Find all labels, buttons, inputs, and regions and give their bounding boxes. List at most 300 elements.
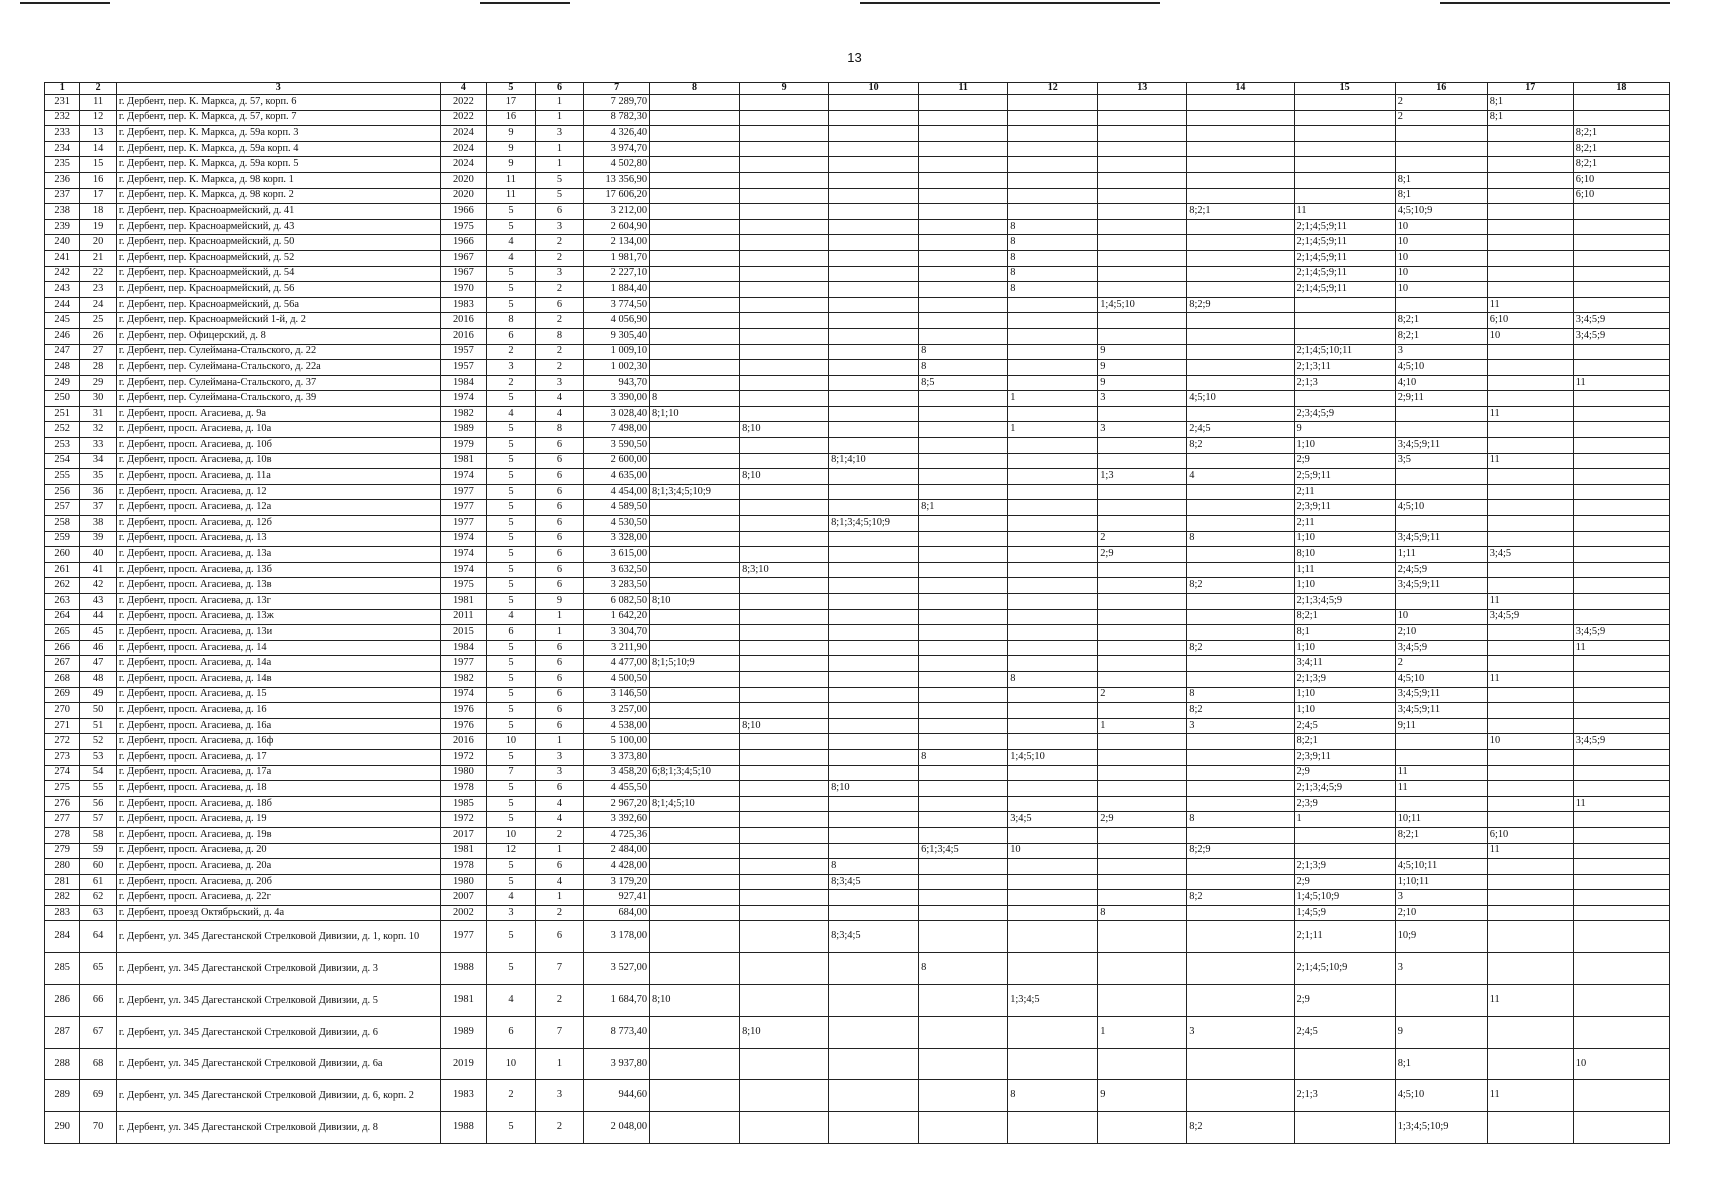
row-number: 254	[45, 453, 80, 469]
table-row	[45, 469, 1670, 485]
value-cell	[829, 734, 919, 750]
value-cell	[1573, 578, 1669, 594]
value-cell	[1008, 453, 1098, 469]
area-cell: 4 589,50	[584, 500, 650, 516]
value-cell	[1487, 765, 1573, 781]
table-row	[45, 172, 1670, 188]
row-number: 270	[45, 703, 80, 719]
value-cell	[1573, 1112, 1669, 1144]
value-cell	[740, 905, 829, 921]
page-number: 13	[847, 50, 862, 65]
value-cell	[829, 406, 919, 422]
local-number: 66	[80, 985, 116, 1017]
value-cell: 8	[829, 859, 919, 875]
table-row	[45, 578, 1670, 594]
value-cell	[1098, 204, 1187, 220]
floors-cell: 4	[487, 406, 536, 422]
value-cell	[650, 141, 740, 157]
entrances-cell: 6	[535, 656, 584, 672]
floors-cell: 3	[487, 905, 536, 921]
value-cell	[1487, 859, 1573, 875]
value-cell	[740, 344, 829, 360]
value-cell	[650, 625, 740, 641]
value-cell	[1098, 282, 1187, 298]
entrances-cell: 6	[535, 781, 584, 797]
value-cell: 11	[1487, 594, 1573, 610]
area-cell: 6 082,50	[584, 594, 650, 610]
value-cell	[650, 500, 740, 516]
table-row	[45, 406, 1670, 422]
value-cell: 11	[1395, 765, 1487, 781]
value-cell	[1395, 422, 1487, 438]
value-cell	[1008, 438, 1098, 454]
local-number: 39	[80, 531, 116, 547]
year-cell: 1982	[440, 406, 487, 422]
local-number: 56	[80, 796, 116, 812]
value-cell: 11	[1487, 297, 1573, 313]
value-cell	[1187, 250, 1294, 266]
value-cell	[650, 671, 740, 687]
value-cell: 8;2;1	[1395, 827, 1487, 843]
value-cell	[829, 609, 919, 625]
value-cell	[829, 375, 919, 391]
value-cell	[1487, 344, 1573, 360]
local-number: 43	[80, 594, 116, 610]
local-number: 64	[80, 921, 116, 953]
value-cell	[1098, 781, 1187, 797]
value-cell	[650, 827, 740, 843]
table-row	[45, 313, 1670, 329]
address-cell: г. Дербент, просп. Агасиева, д. 20б	[116, 874, 440, 890]
value-cell	[1098, 266, 1187, 282]
value-cell	[919, 718, 1008, 734]
value-cell	[1573, 1016, 1669, 1048]
row-number: 289	[45, 1080, 80, 1112]
value-cell	[1487, 812, 1573, 828]
value-cell	[1008, 110, 1098, 126]
value-cell	[740, 313, 829, 329]
value-cell	[1098, 406, 1187, 422]
value-cell	[919, 578, 1008, 594]
local-number: 61	[80, 874, 116, 890]
value-cell: 3	[1187, 718, 1294, 734]
value-cell	[919, 313, 1008, 329]
value-cell	[1098, 110, 1187, 126]
local-number: 44	[80, 609, 116, 625]
entrances-cell: 3	[535, 375, 584, 391]
local-number: 31	[80, 406, 116, 422]
table-row	[45, 438, 1670, 454]
value-cell	[919, 516, 1008, 532]
value-cell	[919, 703, 1008, 719]
value-cell: 2;1;3;9	[1294, 671, 1395, 687]
value-cell	[1187, 765, 1294, 781]
value-cell	[829, 812, 919, 828]
value-cell	[1573, 812, 1669, 828]
value-cell: 8;5	[919, 375, 1008, 391]
value-cell: 11	[1487, 453, 1573, 469]
value-cell	[1573, 671, 1669, 687]
value-cell: 8;1;5;10;9	[650, 656, 740, 672]
value-cell	[1487, 953, 1573, 985]
value-cell	[829, 1016, 919, 1048]
value-cell	[919, 391, 1008, 407]
value-cell: 8	[650, 391, 740, 407]
value-cell	[1395, 734, 1487, 750]
row-number: 256	[45, 484, 80, 500]
column-header: 4	[440, 83, 487, 95]
table-body	[45, 95, 1670, 1144]
table-row	[45, 484, 1670, 500]
value-cell: 8	[1008, 266, 1098, 282]
local-number: 21	[80, 250, 116, 266]
value-cell	[829, 671, 919, 687]
year-cell: 1967	[440, 266, 487, 282]
table-row	[45, 375, 1670, 391]
address-cell: г. Дербент, пер. К. Маркса, д. 98 корп. 1	[116, 172, 440, 188]
local-number: 41	[80, 562, 116, 578]
value-cell	[919, 859, 1008, 875]
address-cell: г. Дербент, просп. Агасиева, д. 16	[116, 703, 440, 719]
value-cell	[1187, 126, 1294, 142]
value-cell: 4;5;10;9	[1395, 204, 1487, 220]
value-cell: 11	[1395, 781, 1487, 797]
value-cell	[650, 749, 740, 765]
value-cell	[829, 157, 919, 173]
column-header: 17	[1487, 83, 1573, 95]
local-number: 67	[80, 1016, 116, 1048]
value-cell	[1008, 375, 1098, 391]
value-cell	[650, 313, 740, 329]
value-cell: 10	[1008, 843, 1098, 859]
value-cell	[829, 422, 919, 438]
area-cell: 3 257,00	[584, 703, 650, 719]
floors-cell: 5	[487, 953, 536, 985]
entrances-cell: 2	[535, 985, 584, 1017]
value-cell	[740, 656, 829, 672]
year-cell: 1984	[440, 375, 487, 391]
value-cell: 3;5	[1395, 453, 1487, 469]
value-cell	[1487, 391, 1573, 407]
address-cell: г. Дербент, просп. Агасиева, д. 10а	[116, 422, 440, 438]
value-cell	[1573, 500, 1669, 516]
address-cell: г. Дербент, ул. 345 Дагестанской Стрелковой Дивизии, д. 3	[116, 953, 440, 985]
year-cell: 1981	[440, 843, 487, 859]
value-cell	[1487, 703, 1573, 719]
value-cell: 8	[1008, 671, 1098, 687]
value-cell	[740, 484, 829, 500]
value-cell: 10	[1395, 609, 1487, 625]
table-row	[45, 656, 1670, 672]
value-cell	[829, 110, 919, 126]
value-cell	[1098, 484, 1187, 500]
value-cell: 2;5;9;11	[1294, 469, 1395, 485]
value-cell	[1573, 985, 1669, 1017]
value-cell	[1008, 1112, 1098, 1144]
value-cell	[1573, 765, 1669, 781]
value-cell	[1008, 718, 1098, 734]
value-cell	[829, 531, 919, 547]
area-cell: 7 289,70	[584, 95, 650, 111]
value-cell: 3;4;5;9;11	[1395, 438, 1487, 454]
value-cell	[1008, 500, 1098, 516]
floors-cell: 16	[487, 110, 536, 126]
year-cell: 1974	[440, 469, 487, 485]
year-cell: 1989	[440, 422, 487, 438]
value-cell	[829, 843, 919, 859]
entrances-cell: 1	[535, 157, 584, 173]
value-cell	[1008, 1048, 1098, 1080]
floors-cell: 12	[487, 843, 536, 859]
column-header: 7	[584, 83, 650, 95]
address-cell: г. Дербент, просп. Агасиева, д. 12б	[116, 516, 440, 532]
value-cell	[740, 547, 829, 563]
year-cell: 1974	[440, 687, 487, 703]
value-cell	[1098, 500, 1187, 516]
row-number: 260	[45, 547, 80, 563]
floors-cell: 5	[487, 484, 536, 500]
local-number: 35	[80, 469, 116, 485]
table-row	[45, 718, 1670, 734]
value-cell	[1098, 765, 1187, 781]
address-cell: г. Дербент, пер. Сулеймана-Стальского, д. 22	[116, 344, 440, 360]
value-cell: 11	[1487, 985, 1573, 1017]
area-cell: 3 937,80	[584, 1048, 650, 1080]
entrances-cell: 6	[535, 671, 584, 687]
local-number: 15	[80, 157, 116, 173]
year-cell: 2016	[440, 328, 487, 344]
scan-edge-line	[20, 2, 110, 4]
floors-cell: 5	[487, 594, 536, 610]
value-cell	[919, 905, 1008, 921]
value-cell: 8;10	[650, 594, 740, 610]
value-cell	[1487, 422, 1573, 438]
area-cell: 3 373,80	[584, 749, 650, 765]
value-cell	[1573, 718, 1669, 734]
value-cell	[919, 250, 1008, 266]
value-cell	[919, 874, 1008, 890]
value-cell	[1187, 656, 1294, 672]
floors-cell: 5	[487, 297, 536, 313]
area-cell: 3 458,20	[584, 765, 650, 781]
year-cell: 1976	[440, 718, 487, 734]
row-number: 257	[45, 500, 80, 516]
value-cell: 2;3;9;11	[1294, 500, 1395, 516]
value-cell	[650, 531, 740, 547]
value-cell	[1098, 625, 1187, 641]
column-header: 5	[487, 83, 536, 95]
local-number: 19	[80, 219, 116, 235]
entrances-cell: 2	[535, 905, 584, 921]
value-cell	[1573, 656, 1669, 672]
value-cell	[740, 781, 829, 797]
value-cell	[1395, 594, 1487, 610]
value-cell	[1573, 438, 1669, 454]
row-number: 237	[45, 188, 80, 204]
entrances-cell: 6	[535, 921, 584, 953]
local-number: 18	[80, 204, 116, 220]
row-number: 283	[45, 905, 80, 921]
value-cell	[919, 531, 1008, 547]
value-cell	[650, 1080, 740, 1112]
scan-edge-line	[480, 2, 570, 4]
row-number: 234	[45, 141, 80, 157]
value-cell	[1487, 874, 1573, 890]
value-cell	[740, 157, 829, 173]
address-cell: г. Дербент, просп. Агасиева, д. 13б	[116, 562, 440, 578]
column-header: 2	[80, 83, 116, 95]
value-cell: 6;10	[1487, 313, 1573, 329]
value-cell	[740, 188, 829, 204]
value-cell: 1;10	[1294, 578, 1395, 594]
table-row	[45, 812, 1670, 828]
value-cell	[1098, 796, 1187, 812]
address-cell: г. Дербент, пер. Красноармейский, д. 43	[116, 219, 440, 235]
value-cell	[829, 687, 919, 703]
value-cell	[1098, 1112, 1187, 1144]
value-cell: 8;1;3;4;5;10;9	[650, 484, 740, 500]
floors-cell: 2	[487, 344, 536, 360]
row-number: 282	[45, 890, 80, 906]
value-cell	[740, 360, 829, 376]
area-cell: 3 212,00	[584, 204, 650, 220]
value-cell	[919, 235, 1008, 251]
value-cell	[919, 282, 1008, 298]
floors-cell: 5	[487, 438, 536, 454]
value-cell	[1573, 469, 1669, 485]
entrances-cell: 2	[535, 360, 584, 376]
table-row	[45, 500, 1670, 516]
value-cell: 9	[1098, 1080, 1187, 1112]
address-cell: г. Дербент, просп. Агасиева, д. 16ф	[116, 734, 440, 750]
address-cell: г. Дербент, просп. Агасиева, д. 13г	[116, 594, 440, 610]
area-cell: 8 782,30	[584, 110, 650, 126]
entrances-cell: 1	[535, 625, 584, 641]
value-cell	[1573, 1080, 1669, 1112]
value-cell	[1395, 126, 1487, 142]
floors-cell: 4	[487, 250, 536, 266]
floors-cell: 9	[487, 126, 536, 142]
table-row	[45, 391, 1670, 407]
address-cell: г. Дербент, просп. Агасиева, д. 15	[116, 687, 440, 703]
floors-cell: 7	[487, 765, 536, 781]
entrances-cell: 4	[535, 874, 584, 890]
value-cell	[919, 765, 1008, 781]
address-cell: г. Дербент, проезд Октябрьский, д. 4а	[116, 905, 440, 921]
value-cell: 8	[1187, 687, 1294, 703]
entrances-cell: 6	[535, 562, 584, 578]
value-cell: 11	[1573, 375, 1669, 391]
value-cell	[829, 703, 919, 719]
area-cell: 3 527,00	[584, 953, 650, 985]
value-cell	[1187, 110, 1294, 126]
table-row	[45, 953, 1670, 985]
value-cell	[1098, 827, 1187, 843]
floors-cell: 5	[487, 656, 536, 672]
value-cell: 1	[1098, 1016, 1187, 1048]
value-cell: 11	[1487, 843, 1573, 859]
area-cell: 2 600,00	[584, 453, 650, 469]
address-cell: г. Дербент, пер. Красноармейский, д. 41	[116, 204, 440, 220]
entrances-cell: 2	[535, 282, 584, 298]
value-cell	[829, 1048, 919, 1080]
row-number: 231	[45, 95, 80, 111]
value-cell	[919, 438, 1008, 454]
value-cell	[650, 890, 740, 906]
value-cell	[1008, 765, 1098, 781]
value-cell	[1294, 188, 1395, 204]
area-cell: 1 009,10	[584, 344, 650, 360]
value-cell	[919, 547, 1008, 563]
row-number: 249	[45, 375, 80, 391]
value-cell	[1098, 859, 1187, 875]
value-cell	[650, 157, 740, 173]
value-cell	[1487, 188, 1573, 204]
row-number: 235	[45, 157, 80, 173]
value-cell	[1187, 609, 1294, 625]
entrances-cell: 4	[535, 406, 584, 422]
value-cell	[1187, 1080, 1294, 1112]
area-cell: 3 615,00	[584, 547, 650, 563]
value-cell	[1008, 905, 1098, 921]
floors-cell: 5	[487, 703, 536, 719]
table-row	[45, 297, 1670, 313]
value-cell	[1573, 905, 1669, 921]
value-cell	[1573, 843, 1669, 859]
year-cell: 1977	[440, 656, 487, 672]
address-cell: г. Дербент, просп. Агасиева, д. 14а	[116, 656, 440, 672]
entrances-cell: 6	[535, 859, 584, 875]
value-cell: 8;2;9	[1187, 843, 1294, 859]
value-cell	[650, 438, 740, 454]
value-cell	[1487, 578, 1573, 594]
value-cell	[740, 126, 829, 142]
value-cell: 8;10	[829, 781, 919, 797]
area-cell: 4 454,00	[584, 484, 650, 500]
value-cell	[1187, 562, 1294, 578]
local-number: 62	[80, 890, 116, 906]
local-number: 63	[80, 905, 116, 921]
value-cell	[1187, 671, 1294, 687]
value-cell	[650, 126, 740, 142]
local-number: 36	[80, 484, 116, 500]
value-cell	[650, 250, 740, 266]
value-cell: 8;3;4;5	[829, 921, 919, 953]
value-cell: 2;1;4;5;9;11	[1294, 266, 1395, 282]
row-number: 245	[45, 313, 80, 329]
value-cell: 11	[1487, 671, 1573, 687]
value-cell: 3;4;5;9	[1395, 640, 1487, 656]
value-cell: 2;1;4;5;9;11	[1294, 250, 1395, 266]
value-cell	[1187, 453, 1294, 469]
value-cell	[1098, 656, 1187, 672]
value-cell	[1573, 921, 1669, 953]
value-cell	[740, 890, 829, 906]
value-cell: 9	[1395, 1016, 1487, 1048]
area-cell: 944,60	[584, 1080, 650, 1112]
value-cell	[829, 250, 919, 266]
year-cell: 1978	[440, 781, 487, 797]
value-cell	[1573, 609, 1669, 625]
address-cell: г. Дербент, пер. К. Маркса, д. 98 корп. 2	[116, 188, 440, 204]
value-cell	[1395, 484, 1487, 500]
value-cell	[1395, 516, 1487, 532]
value-cell	[829, 718, 919, 734]
value-cell: 1;10	[1294, 640, 1395, 656]
value-cell: 9	[1098, 375, 1187, 391]
value-cell	[1008, 297, 1098, 313]
value-cell	[829, 360, 919, 376]
